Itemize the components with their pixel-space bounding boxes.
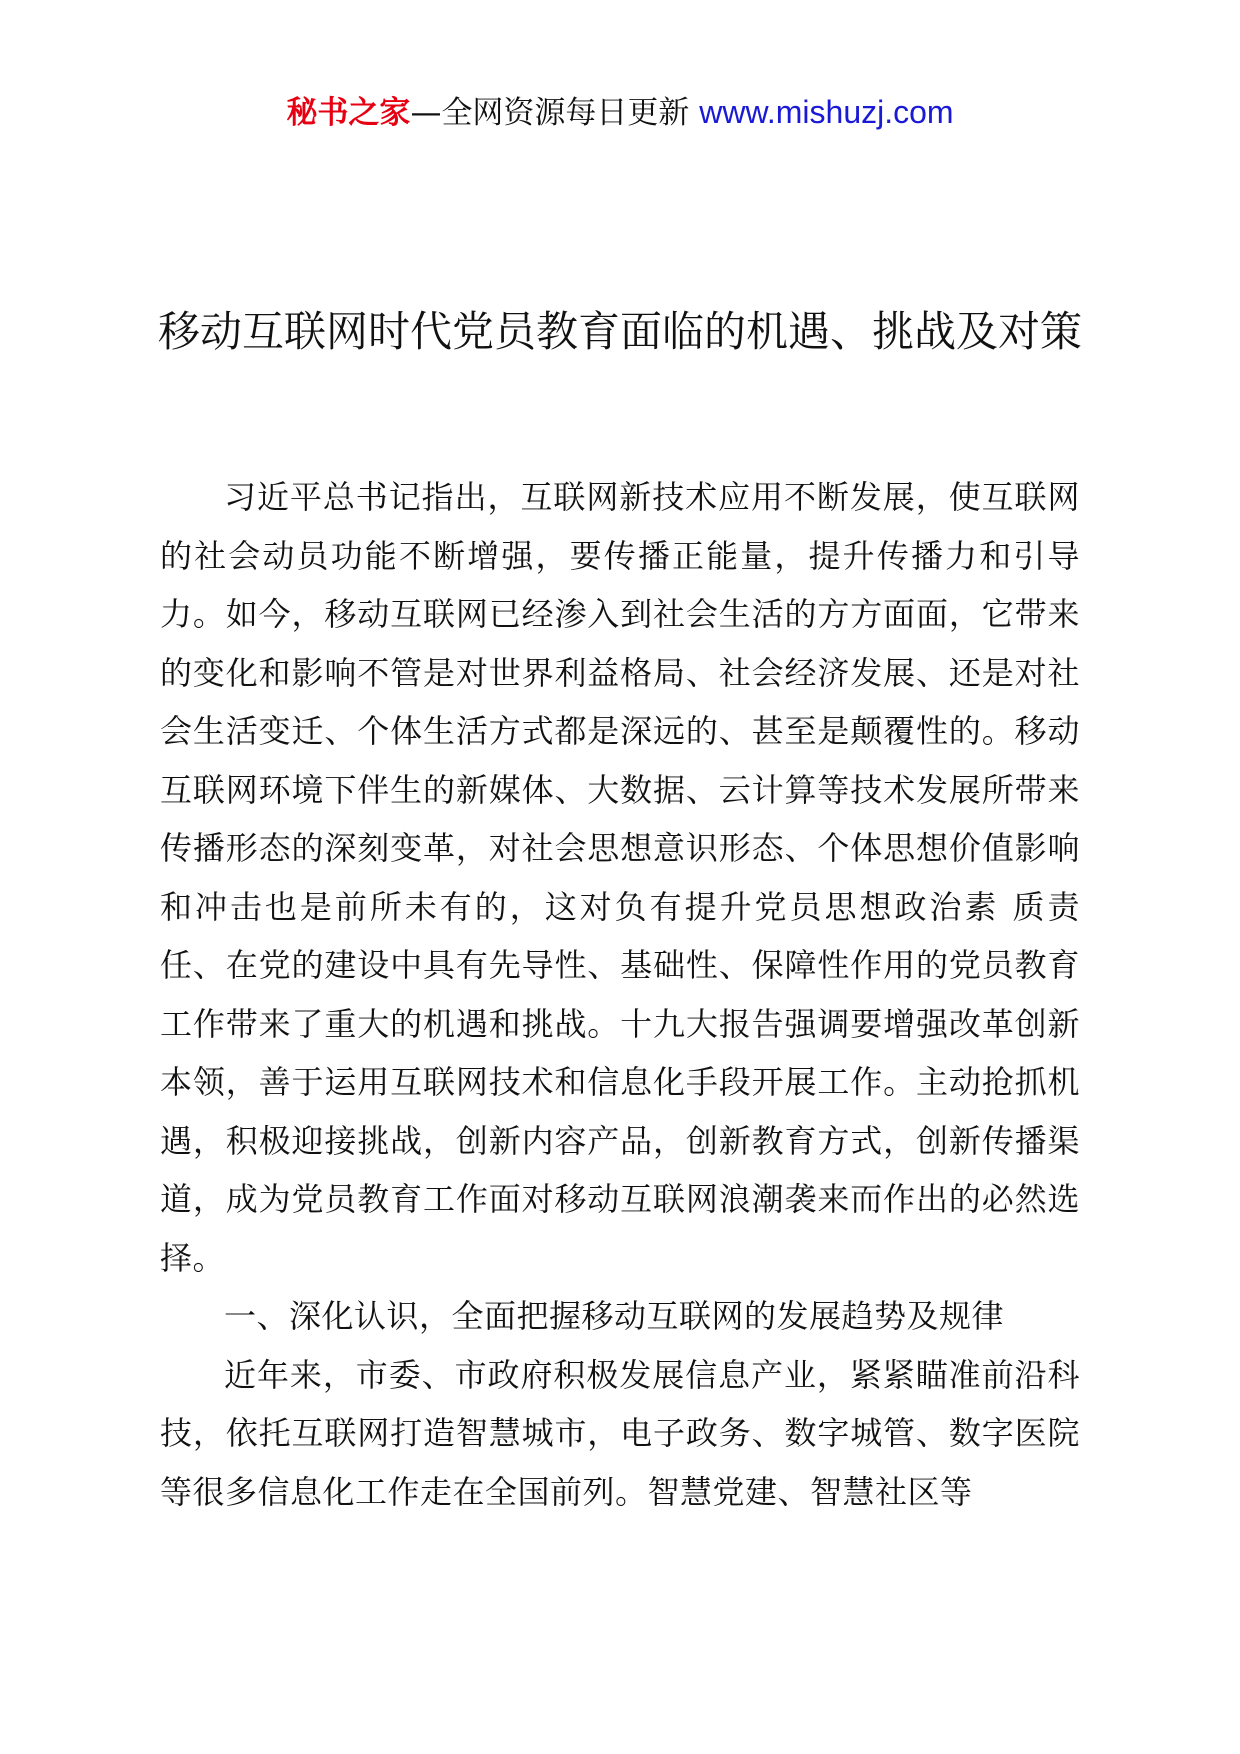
intro-paragraph: 习近平总书记指出，互联网新技术应用不断发展，使互联网的社会动员功能不断增强，要传播正能量，提升传播力和引导力。如今，移动互联网已经渗入到社会生活的方方面面，它带来的变化和影响不管是对世界利益格局、社会经济发展、还是对社会生活变迁、个体生活方式都是深远的、甚至是颠覆性的。移动互联网环境下伴生的新媒体、大数据、云计算等技术发展所带来传播形态的深刻变革，对社会思想意识形态、个体思想价值影响和冲击也是前所未有的，这对负有提升党员思想政治素 质责任、在党的建设中具有先导性、基础性、保障性作用的党员教育工作带来了重大的机遇和挑战。十九大报告强调要增强改革创新本领，善于运用互联网技术和信息化手段开展工作。主动抢抓机遇，积极迎接挑战，创新内容产品，创新教育方式，创新传播渠道，成为党员教育工作面对移动互联网浪潮袭来而作出的必然选择。 xyxy=(160,478,1080,1277)
site-slogan: —全网资源每日更新 xyxy=(410,95,690,131)
site-url-link[interactable]: www.mishuzj.com xyxy=(699,94,954,130)
document-body xyxy=(160,468,1080,1521)
site-header xyxy=(0,88,1240,137)
section-paragraph: 近年来，市委、市政府积极发展信息产业，紧紧瞄准前沿科技，依托互联网打造智慧城市，电子政务、数字城管、数字医院等很多信息化工作走在全国前列。智慧党建、智慧社区等 xyxy=(160,1355,1080,1511)
site-brand: 秘书之家 xyxy=(286,95,411,131)
document-title: 移动互联网时代党员教育面临的机遇、挑战及对策 xyxy=(157,307,1082,356)
section-heading: 一、深化认识，全面把握移动互联网的发展趋势及规律 xyxy=(224,1297,1005,1335)
